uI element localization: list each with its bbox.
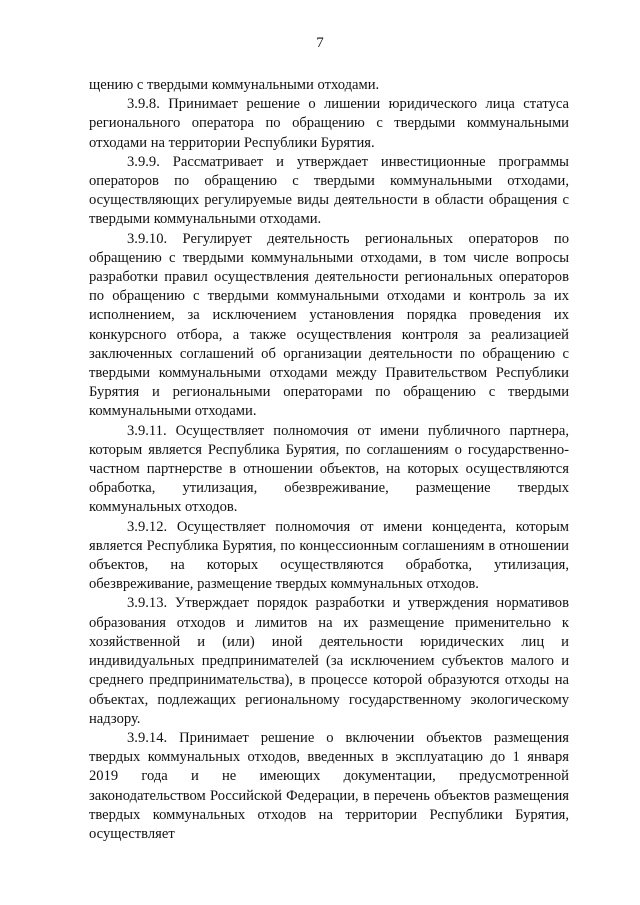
paragraph-3-9-8: 3.9.8. Принимает решение о лишении юридического лица статуса регионального оператора по обращению с твердыми коммунальными отходами на территории Республики Бурятия. (89, 96, 569, 151)
paragraph-3-9-13: 3.9.13. Утверждает порядок разработки и утверждения нормативов образования отходов и лимитов на их размещение применительно к хозяйственной и (или) иной деятельности юридических лиц и индивидуальных предпринимателей (за исключением субъектов малого и среднего предпринимательства), в процессе которой образуются отходы на объектах, подлежащих региональному государственному экологическому надзору. (89, 595, 569, 727)
paragraph-3-9-9: 3.9.9. Рассматривает и утверждает инвестиционные программы операторов по обращению с твердыми коммунальными отходами, осуществляющих регулируемые виды деятельности в области обращения с твердыми коммунальными отходами. (89, 153, 569, 228)
paragraph-3-9-11: 3.9.11. Осуществляет полномочия от имени публичного партнера, которым является Республика Бурятия, по соглашениям о государственно-частном партнерстве в отношении объектов, на которых осуществляются обработка, утилизация, обезвреживание, размещение твердых коммунальных отходов. (89, 422, 569, 516)
paragraph-continuation: щению с твердыми коммунальными отходами. (89, 77, 380, 93)
paragraph-3-9-10: 3.9.10. Регулирует деятельность региональных операторов по обращению с твердыми коммунальными отходами, в том числе вопросы разработки правил осуществления деятельности региональных операторов по обращению с твердыми коммунальными отходами и контроль за их исполнением, за исключением установления порядка проведения их конкурсного отбора, а также осуществления контроля за реализацией заключенных соглашений об организации деятельности по обращению с твердыми коммунальными отходами между Правительством Республики Бурятия и региональными операторами по обращению с твердыми коммунальными отходами. (89, 230, 569, 420)
paragraph-3-9-14: 3.9.14. Принимает решение о включении объектов размещения твердых коммунальных отходов, введенных в эксплуатацию до 1 января 2019 года и не имеющих документации, предусмотренной законодательством Российской Федерации, в перечень объектов размещения твердых коммунальных отходов на территории Республики Бурятия, осуществляет (89, 729, 569, 842)
paragraph-3-9-12: 3.9.12. Осуществляет полномочия от имени концедента, которым является Республика Бурятия, по концессионным соглашениям в отношении объектов, на которых осуществляются обработка, утилизация, обезвреживание, размещение твердых коммунальных отходов. (89, 518, 569, 593)
document-body (89, 76, 569, 844)
page-number: 7 (316, 35, 324, 51)
